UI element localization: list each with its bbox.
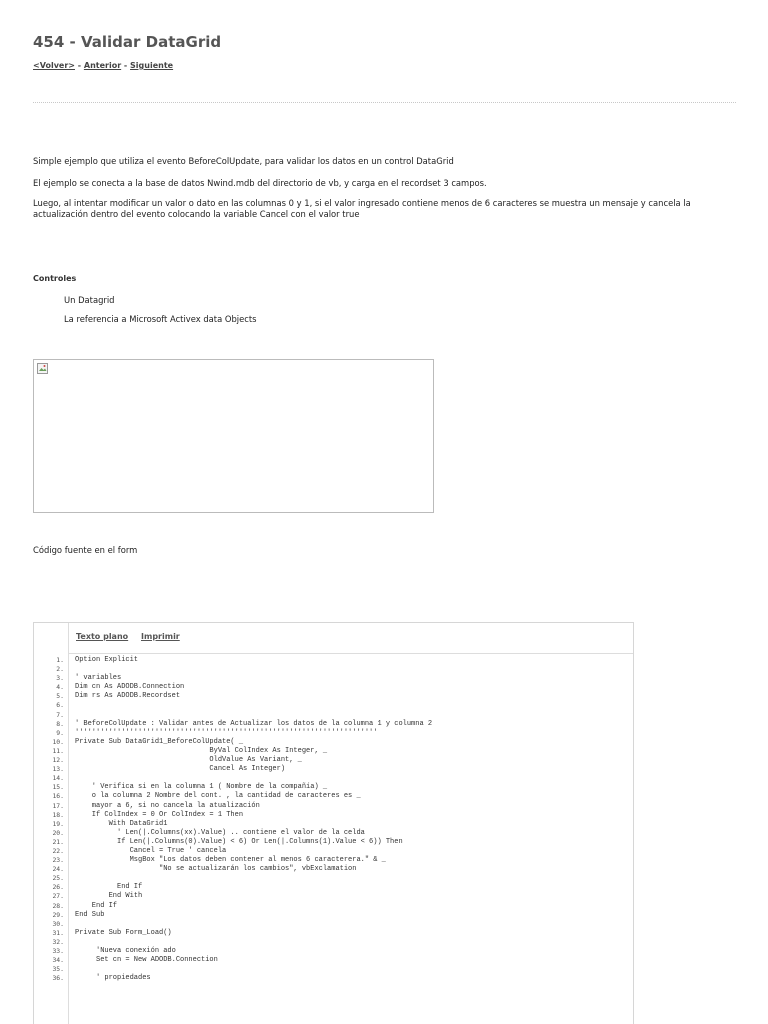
list-item: Un Datagrid bbox=[64, 295, 115, 305]
code-line bbox=[34, 938, 633, 947]
divider bbox=[33, 102, 736, 103]
code-text: End Sub bbox=[75, 910, 105, 919]
code-line bbox=[34, 692, 633, 701]
code-text: ' BeforeColUpdate : Validar antes de Actualizar los datos de la columna 1 y columna 2 bbox=[75, 719, 433, 728]
line-number: 17. bbox=[52, 801, 64, 810]
code-text: Dim rs As ADODB.Recordset bbox=[75, 692, 181, 701]
code-line bbox=[34, 902, 633, 911]
line-number: 18. bbox=[52, 810, 64, 819]
code-line bbox=[34, 829, 633, 838]
code-line bbox=[34, 856, 633, 865]
line-number: 14. bbox=[52, 774, 64, 783]
line-number: 27. bbox=[52, 892, 64, 901]
code-line bbox=[34, 883, 633, 892]
code-line bbox=[34, 656, 633, 665]
nav-separator: - bbox=[74, 61, 84, 70]
code-text: Option Explicit bbox=[75, 656, 139, 664]
line-number: 29. bbox=[52, 910, 64, 919]
code-line bbox=[34, 765, 633, 774]
code-line bbox=[34, 738, 633, 747]
code-line bbox=[34, 720, 633, 729]
line-number: 36. bbox=[52, 974, 64, 983]
line-number: 26. bbox=[52, 883, 64, 892]
broken-image-icon bbox=[37, 363, 48, 374]
back-link[interactable]: <Volver> bbox=[33, 61, 75, 70]
line-number: 16. bbox=[52, 792, 64, 801]
code-section-heading: Código fuente en el form bbox=[33, 545, 138, 555]
line-number: 28. bbox=[52, 901, 64, 910]
code-text: OldValue As Variant, _ bbox=[75, 756, 302, 765]
line-number: 10. bbox=[52, 737, 64, 746]
line-number: 33. bbox=[52, 947, 64, 955]
code-line bbox=[34, 965, 633, 974]
code-line bbox=[34, 974, 633, 983]
code-line bbox=[34, 929, 633, 938]
line-number: 12. bbox=[52, 756, 64, 765]
code-text: ByVal ColIndex As Integer, _ bbox=[75, 746, 328, 755]
code-line bbox=[34, 956, 633, 965]
screenshot-image-placeholder bbox=[33, 359, 434, 513]
code-lines bbox=[34, 656, 633, 983]
plain-text-link[interactable]: Texto plano bbox=[76, 632, 129, 641]
code-line bbox=[34, 947, 633, 956]
code-text: If Len(|.Columns(0).Value) < 6) Or Len(|.Columns(1).Value < 6)) Then bbox=[75, 837, 403, 846]
code-line bbox=[34, 674, 633, 683]
code-text: mayor a 6, si no cancela la atualización bbox=[75, 801, 260, 810]
code-line bbox=[34, 756, 633, 765]
line-number: 6. bbox=[56, 701, 64, 710]
line-number: 21. bbox=[52, 837, 64, 846]
line-number: 4. bbox=[56, 683, 64, 692]
code-text: Set cn = New ADODB.Connection bbox=[75, 956, 218, 965]
nav-links bbox=[33, 61, 173, 70]
code-text: 'Nueva conexión ado bbox=[75, 947, 176, 955]
code-text: Cancel = True ' cancela bbox=[75, 846, 227, 855]
line-number: 24. bbox=[52, 865, 64, 874]
code-line bbox=[34, 683, 633, 692]
nav-separator: - bbox=[121, 61, 131, 70]
description-paragraph: Simple ejemplo que utiliza el evento BeforeColUpdate, para validar los datos en un control DataGrid bbox=[33, 156, 454, 166]
code-line bbox=[34, 911, 633, 920]
code-line bbox=[34, 774, 633, 783]
code-line bbox=[34, 792, 633, 801]
line-number: 15. bbox=[52, 783, 64, 792]
code-toolbar bbox=[69, 623, 633, 654]
code-text: With DataGrid1 bbox=[75, 819, 168, 828]
line-number: 25. bbox=[52, 874, 64, 883]
code-line bbox=[34, 847, 633, 856]
line-number: 34. bbox=[52, 956, 64, 965]
controls-heading: Controles bbox=[33, 274, 77, 283]
previous-link[interactable]: Anterior bbox=[83, 61, 122, 70]
line-number: 2. bbox=[56, 665, 64, 674]
code-text: End With bbox=[75, 892, 143, 901]
code-line bbox=[34, 802, 633, 811]
description-paragraph: Luego, al intentar modificar un valor o dato en las columnas 0 y 1, si el valor ingresado contiene menos de 6 caracteres se muestra un mensaje y cancela la actualización dentro del evento colocando la variable Cancel con el valor true bbox=[33, 198, 691, 219]
code-text: End If bbox=[75, 883, 143, 892]
code-line bbox=[34, 665, 633, 674]
code-text: ' Verifica si en la columna 1 ( Nombre de la compañía) _ bbox=[75, 783, 328, 792]
code-block bbox=[33, 622, 634, 1024]
code-text: ' Len(|.Columns(xx).Value) .. contiene el valor de la celda bbox=[75, 828, 365, 837]
code-line bbox=[34, 892, 633, 901]
line-number: 23. bbox=[52, 856, 64, 865]
line-number: 19. bbox=[52, 819, 64, 828]
code-line bbox=[34, 874, 633, 883]
code-line bbox=[34, 783, 633, 792]
code-text: Private Sub DataGrid1_BeforeColUpdate( _ bbox=[75, 737, 244, 746]
code-line bbox=[34, 701, 633, 710]
code-text: ' propiedades bbox=[75, 974, 151, 983]
code-text: '''''''''''''''''''''''''''''''''''''''''''''''''''''''''''''''''''''''' bbox=[75, 728, 378, 737]
line-number: 31. bbox=[52, 928, 64, 937]
next-link[interactable]: Siguiente bbox=[130, 61, 174, 70]
code-text: ' variables bbox=[75, 674, 122, 683]
code-text: o la columna 2 Nombre del cont. , la cantidad de caracteres es _ bbox=[75, 792, 361, 801]
line-number: 11. bbox=[52, 746, 64, 755]
line-number: 1. bbox=[56, 656, 64, 664]
code-text: If ColIndex = 0 Or ColIndex = 1 Then bbox=[75, 810, 244, 819]
line-number: 7. bbox=[56, 710, 64, 719]
line-number: 3. bbox=[56, 674, 64, 683]
line-number: 32. bbox=[52, 937, 64, 946]
code-line bbox=[34, 747, 633, 756]
code-line bbox=[34, 811, 633, 820]
line-number: 30. bbox=[52, 919, 64, 928]
code-line bbox=[34, 838, 633, 847]
print-link[interactable]: Imprimir bbox=[141, 632, 180, 641]
line-number: 35. bbox=[52, 965, 64, 974]
code-text: Private Sub Form_Load() bbox=[75, 928, 172, 937]
code-text: MsgBox "Los datos deben contener al menos 6 caracterera." & _ bbox=[75, 856, 386, 865]
code-line bbox=[34, 865, 633, 874]
code-text: End If bbox=[75, 901, 118, 910]
page-title: 454 - Validar DataGrid bbox=[33, 33, 222, 51]
line-number: 22. bbox=[52, 846, 64, 855]
code-line bbox=[34, 820, 633, 829]
description-paragraph: El ejemplo se conecta a la base de datos Nwind.mdb del directorio de vb, y carga en el recordset 3 campos. bbox=[33, 178, 487, 188]
code-text: Cancel As Integer) bbox=[75, 765, 286, 774]
line-number: 13. bbox=[52, 765, 64, 774]
code-text: Dim cn As ADODB.Connection bbox=[75, 683, 185, 692]
line-number: 20. bbox=[52, 828, 64, 837]
line-number: 8. bbox=[56, 719, 64, 728]
code-line bbox=[34, 920, 633, 929]
list-item: La referencia a Microsoft Activex data Objects bbox=[64, 314, 257, 324]
code-line bbox=[34, 711, 633, 720]
line-number: 5. bbox=[56, 692, 64, 701]
line-number: 9. bbox=[56, 728, 64, 737]
code-line bbox=[34, 729, 633, 738]
code-text: "No se actualizarán los cambios", vbExclamation bbox=[75, 865, 357, 874]
